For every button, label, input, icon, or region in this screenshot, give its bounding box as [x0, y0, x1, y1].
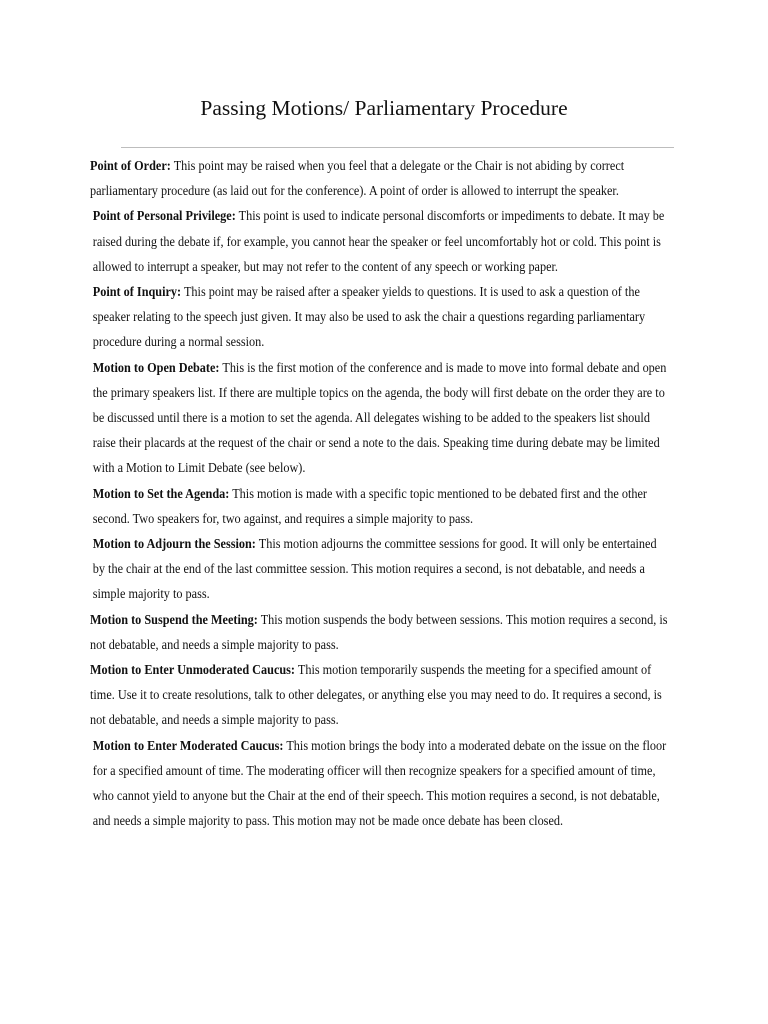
entry-motion-to-set-the-agenda [90, 481, 670, 531]
entry-text: This motion is made with a specific topic mentioned to be debated first and the other second. Two speakers for, two against, and requires a simple majority to pass. [92, 485, 648, 526]
entry-term: Motion to Open Debate: [92, 359, 220, 375]
title-divider [121, 147, 674, 148]
entry-term: Motion to Adjourn the Session: [92, 536, 256, 552]
entry-motion-to-adjourn-the-session [90, 531, 670, 607]
entry-term: Point of Inquiry: [92, 284, 182, 300]
entry-term: Motion to Enter Unmoderated Caucus: [90, 662, 296, 678]
entry-term: Motion to Suspend the Meeting: [90, 611, 258, 627]
entry-text: This motion suspends the body between sessions. This motion requires a second, is not debatable, and needs a simple majority to pass. [90, 611, 668, 652]
entry-motion-to-enter-unmoderated-caucus [90, 657, 670, 733]
entry-term: Motion to Enter Moderated Caucus: [92, 737, 284, 753]
entry-text: This point may be raised after a speaker yields to questions. It is used to ask a question of the speaker relating to the speech just given. It may also be used to ask the chair a questions regarding parliamentary procedure during a normal session. [92, 284, 646, 350]
entry-term: Point of Order: [90, 158, 171, 173]
page-title: Passing Motions/ Parliamentary Procedure [200, 96, 568, 120]
entry-text: This motion brings the body into a moderated debate on the issue on the floor for a specified amount of time. The moderating officer will then recognize speakers for a specified amount of time, who cannot yield to anyone but the Chair at the end of their speech. This motion requires a second, is not debatable, and needs a simple majority to pass. This motion may not be made once debate has been closed. [92, 737, 667, 829]
entry-text: This is the first motion of the conference and is made to move into formal debate and open the primary speakers list. If there are multiple topics on the agenda, the body will first debate on the order they are to be discussed until there is a motion to set the agenda. All delegates wishing to be added to the speakers list should raise their placards at the request of the chair or send a note to the dais. Speaking time during debate may be limited with a Motion to Limit Debate (see below). [92, 359, 667, 476]
entry-term: Point of Personal Privilege: [92, 208, 236, 224]
entry-text: This point is used to indicate personal discomforts or impediments to debate. It may be raised during the debate if, for example, you cannot hear the speaker or feel uncomfortably hot or cold. This point is allowed to interrupt a speaker, but may not refer to the content of any speech or working paper. [92, 208, 665, 274]
document-body [90, 153, 670, 833]
entry-point-of-inquiry [90, 279, 670, 355]
entry-text: This motion adjourns the committee sessions for good. It will only be entertained by the chair at the end of the last committee session. This motion requires a second, is not debatable, and needs a simple majority to pass. [92, 536, 657, 602]
entry-point-of-order [90, 153, 670, 203]
entry-point-of-personal-privilege [90, 203, 670, 279]
entry-motion-to-suspend-the-meeting [90, 607, 670, 657]
entry-text: This motion temporarily suspends the meeting for a specified amount of time. Use it to create resolutions, talk to other delegates, or anything else you may need to do. It requires a second, is not debatable, and needs a simple majority to pass. [90, 662, 662, 728]
entry-text: This point may be raised when you feel that a delegate or the Chair is not abiding by correct parliamentary procedure (as laid out for the conference). A point of order is allowed to interrupt the speaker. [90, 158, 625, 199]
entry-motion-to-enter-moderated-caucus [90, 733, 670, 834]
entry-motion-to-open-debate [90, 355, 670, 481]
entry-term: Motion to Set the Agenda: [92, 485, 230, 501]
